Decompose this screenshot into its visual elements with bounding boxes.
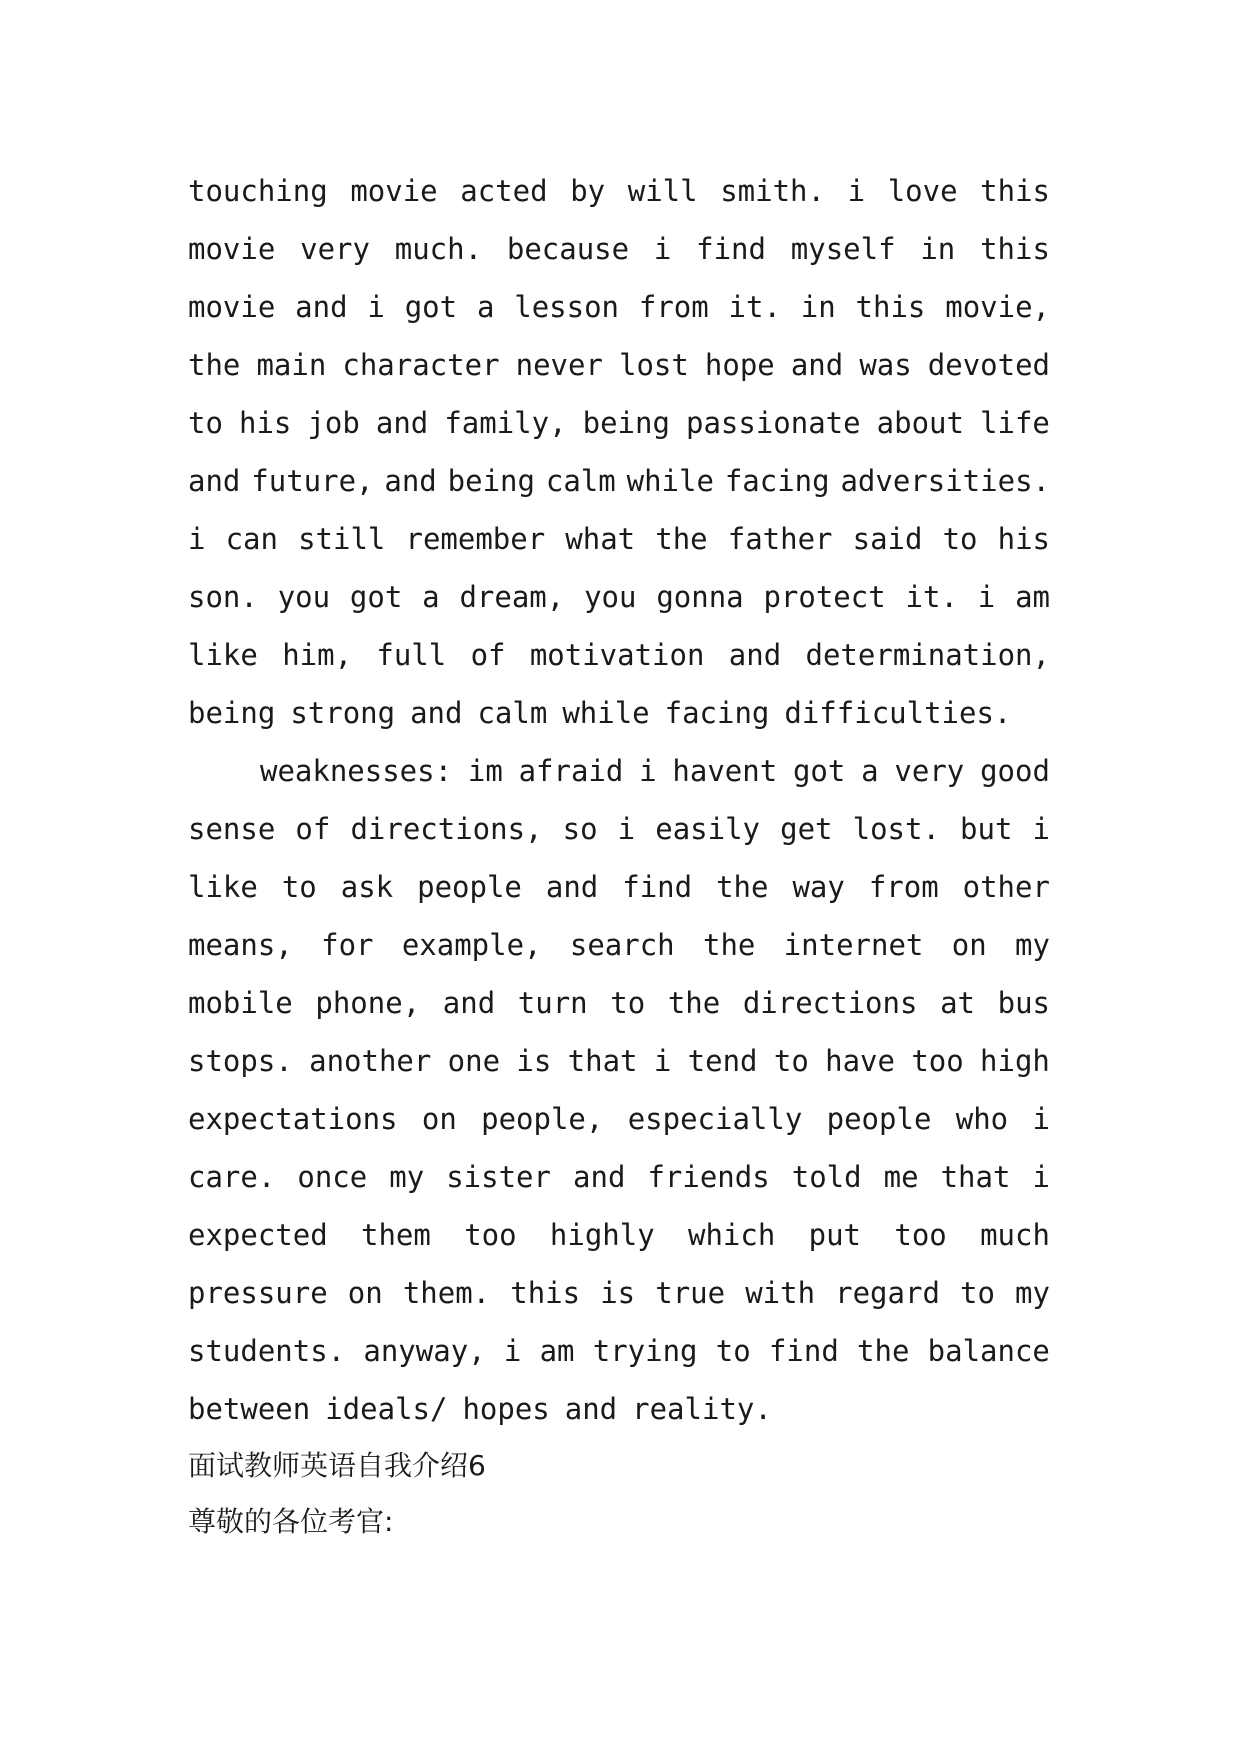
word: this	[855, 290, 926, 324]
word: was	[859, 348, 912, 382]
text-line	[188, 1090, 1050, 1148]
word: got	[792, 754, 846, 788]
word: them	[361, 1218, 431, 1252]
word: full	[376, 638, 447, 672]
word: protect	[763, 580, 886, 614]
word: a	[476, 290, 495, 324]
word: life	[980, 406, 1050, 440]
word: devoted	[927, 348, 1050, 382]
word: and	[790, 348, 844, 382]
word: who	[955, 1102, 1009, 1136]
word: directions	[742, 986, 918, 1020]
word: father	[727, 522, 833, 556]
word: for	[321, 928, 374, 962]
word: determination,	[805, 638, 1050, 672]
word: got	[404, 290, 458, 324]
text-line	[188, 278, 1050, 336]
text-line	[188, 1322, 1050, 1380]
word: i	[1032, 812, 1050, 846]
word: being	[582, 406, 670, 440]
word: this	[980, 174, 1050, 208]
word: movie,	[945, 290, 1050, 324]
word: expected	[188, 1218, 328, 1252]
word: people	[417, 870, 522, 904]
word: friends	[647, 1160, 770, 1194]
word: hope	[704, 348, 775, 382]
word: people	[826, 1102, 932, 1136]
text-line	[188, 1380, 1050, 1438]
word: to	[281, 870, 317, 904]
word: facing	[724, 464, 830, 498]
word: being	[447, 464, 535, 498]
word: directions,	[350, 812, 543, 846]
word: while	[562, 696, 650, 730]
word: to	[942, 522, 978, 556]
word: acted	[460, 174, 548, 208]
word: much	[980, 1218, 1050, 1252]
word: i	[977, 580, 996, 614]
text-line	[188, 974, 1050, 1032]
word: him,	[282, 638, 353, 672]
word: students.	[188, 1334, 346, 1368]
word: in	[920, 232, 956, 266]
word: i	[653, 232, 672, 266]
word: one	[447, 1044, 501, 1078]
word: find	[768, 1334, 839, 1368]
word: expectations	[188, 1102, 398, 1136]
word: the	[716, 870, 769, 904]
word: am	[539, 1334, 575, 1368]
text-line	[188, 684, 1050, 742]
text-line	[188, 916, 1050, 974]
word: his	[997, 522, 1050, 556]
text-line	[188, 220, 1050, 278]
word: i	[847, 174, 866, 208]
text-line	[188, 1264, 1050, 1322]
word: sister	[446, 1160, 551, 1194]
word: good	[980, 754, 1050, 788]
salutation: 尊敬的各位考官:	[188, 1505, 394, 1538]
word: on	[951, 928, 987, 962]
word: touching	[188, 174, 328, 208]
text-line	[188, 394, 1050, 452]
word: between	[188, 1392, 311, 1426]
word: have	[825, 1044, 895, 1078]
word: find	[696, 232, 766, 266]
word: passionate	[686, 406, 861, 440]
word: gonna	[656, 580, 744, 614]
document-body	[188, 162, 1050, 1550]
word: especially	[627, 1102, 803, 1136]
word: true	[655, 1276, 726, 1310]
word: movie	[188, 290, 276, 324]
word: phone,	[315, 986, 421, 1020]
word: and	[573, 1160, 626, 1194]
word: of	[295, 812, 331, 846]
word: and	[384, 464, 437, 498]
word: my	[1015, 1276, 1050, 1310]
paragraph	[188, 742, 1050, 1438]
word: you	[277, 580, 331, 614]
word: strong	[290, 696, 396, 730]
word: internet	[783, 928, 924, 962]
word: find	[622, 870, 693, 904]
word: to	[610, 986, 646, 1020]
word: future,	[251, 464, 374, 498]
word: am	[1015, 580, 1050, 614]
word: once	[297, 1160, 368, 1194]
word: from	[868, 870, 939, 904]
word: other	[962, 870, 1050, 904]
word: while	[626, 464, 714, 498]
text-line	[188, 858, 1050, 916]
word: but	[960, 812, 1013, 846]
word: high	[980, 1044, 1050, 1078]
word: got	[349, 580, 403, 614]
word: ask	[340, 870, 394, 904]
text-line	[188, 452, 1050, 510]
word: like	[188, 638, 258, 672]
word: and	[410, 696, 463, 730]
text-line	[188, 336, 1050, 394]
text-line	[188, 626, 1050, 684]
word: you	[584, 580, 637, 614]
word: to	[188, 406, 223, 440]
word: anyway,	[363, 1334, 486, 1368]
word: sense	[188, 812, 276, 846]
word: example,	[401, 928, 542, 962]
word: will	[627, 174, 698, 208]
word: lesson	[514, 290, 620, 324]
text-line	[188, 1148, 1050, 1206]
word: mobile	[188, 986, 293, 1020]
word: that	[567, 1044, 638, 1078]
word: like	[188, 870, 258, 904]
word: the	[702, 928, 756, 962]
word: i	[367, 290, 385, 324]
word: weaknesses:	[260, 754, 453, 788]
word: i	[617, 812, 636, 846]
word: me	[883, 1160, 919, 1194]
word: this	[980, 232, 1050, 266]
word: of	[470, 638, 506, 672]
paragraph-container	[188, 162, 1050, 1438]
word: because	[506, 232, 630, 266]
word: family,	[444, 406, 567, 440]
word: still	[298, 522, 386, 556]
word: on	[421, 1102, 457, 1136]
word: a	[861, 754, 879, 788]
word: i	[639, 754, 657, 788]
word: lost.	[852, 812, 940, 846]
word: and	[375, 406, 429, 440]
word: the	[188, 348, 241, 382]
word: trying	[592, 1334, 698, 1368]
word: being	[188, 696, 276, 730]
word: calm	[545, 464, 616, 498]
word: calm	[477, 696, 548, 730]
word: movie	[188, 232, 276, 266]
word: i	[1032, 1102, 1050, 1136]
word: much.	[394, 232, 483, 266]
word: bus	[997, 986, 1050, 1020]
word: get	[780, 812, 833, 846]
text-line	[188, 162, 1050, 220]
word: facing	[664, 696, 770, 730]
word: and	[295, 290, 348, 324]
word: turn	[517, 986, 588, 1020]
word: regard	[835, 1276, 940, 1310]
word: people,	[481, 1102, 604, 1136]
word: havent	[672, 754, 778, 788]
word: job	[307, 406, 360, 440]
word: that	[940, 1160, 1011, 1194]
word: lost	[619, 348, 689, 382]
word: put	[808, 1218, 862, 1252]
word: movie	[350, 174, 438, 208]
word: my	[389, 1160, 425, 1194]
text-line	[188, 1032, 1050, 1090]
word: his	[238, 406, 292, 440]
word: very	[894, 754, 965, 788]
word: what	[565, 522, 636, 556]
text-line	[188, 800, 1050, 858]
word: is	[600, 1276, 636, 1310]
word: afraid	[518, 754, 624, 788]
word: on	[347, 1276, 383, 1310]
word: another	[309, 1044, 432, 1078]
word: can	[225, 522, 278, 556]
word: a	[422, 580, 440, 614]
word: said	[852, 522, 923, 556]
text-line	[188, 510, 1050, 568]
word: it.	[905, 580, 958, 614]
word: about	[876, 406, 964, 440]
word: smith.	[720, 174, 825, 208]
word: main	[256, 348, 327, 382]
word: son.	[188, 580, 258, 614]
word: this	[510, 1276, 581, 1310]
word: so	[562, 812, 598, 846]
word: very	[300, 232, 370, 266]
word: in	[800, 290, 836, 324]
paragraph	[188, 162, 1050, 742]
word: my	[1015, 928, 1050, 962]
text-line	[188, 742, 1050, 800]
word: and	[564, 1392, 618, 1426]
word: it.	[728, 290, 781, 324]
word: ideals/	[325, 1392, 448, 1426]
word: by	[570, 174, 606, 208]
word: dream,	[459, 580, 565, 614]
word: which	[688, 1218, 776, 1252]
word: character	[342, 348, 500, 382]
word: remember	[405, 522, 546, 556]
word: and	[442, 986, 496, 1020]
word: to	[773, 1044, 809, 1078]
word: reality.	[632, 1392, 772, 1426]
word: easily	[655, 812, 760, 846]
word: never	[515, 348, 603, 382]
word: i	[653, 1044, 672, 1078]
section-heading: 面试教师英语自我介绍6	[188, 1449, 486, 1482]
word: them.	[402, 1276, 491, 1310]
word: i	[503, 1334, 522, 1368]
word: highly	[549, 1218, 655, 1252]
word: balance	[927, 1334, 1050, 1368]
word: difficulties.	[784, 696, 1012, 730]
word: i	[1032, 1160, 1050, 1194]
word: adversities.	[840, 464, 1050, 498]
word: hopes	[462, 1392, 550, 1426]
word: the	[667, 986, 721, 1020]
word: too	[464, 1218, 517, 1252]
word: care.	[188, 1160, 276, 1194]
word: and	[728, 638, 782, 672]
word: and	[545, 870, 599, 904]
word: with	[745, 1276, 816, 1310]
word: to	[960, 1276, 995, 1310]
word: pressure	[188, 1276, 328, 1310]
word: at	[940, 986, 975, 1020]
word: im	[467, 754, 503, 788]
word: motivation	[529, 638, 705, 672]
word: from	[638, 290, 709, 324]
text-line	[188, 568, 1050, 626]
word: stops.	[188, 1044, 293, 1078]
word: too	[894, 1218, 947, 1252]
word: too	[911, 1044, 964, 1078]
word: way	[792, 870, 845, 904]
word: told	[791, 1160, 862, 1194]
word: is	[516, 1044, 552, 1078]
word: love	[887, 174, 958, 208]
word: i	[188, 522, 206, 556]
text-line	[188, 1206, 1050, 1264]
word: search	[569, 928, 675, 962]
word: myself	[790, 232, 896, 266]
word: to	[715, 1334, 751, 1368]
word: and	[188, 464, 241, 498]
word: the	[655, 522, 708, 556]
word: means,	[188, 928, 293, 962]
word: tend	[687, 1044, 758, 1078]
word: the	[857, 1334, 910, 1368]
